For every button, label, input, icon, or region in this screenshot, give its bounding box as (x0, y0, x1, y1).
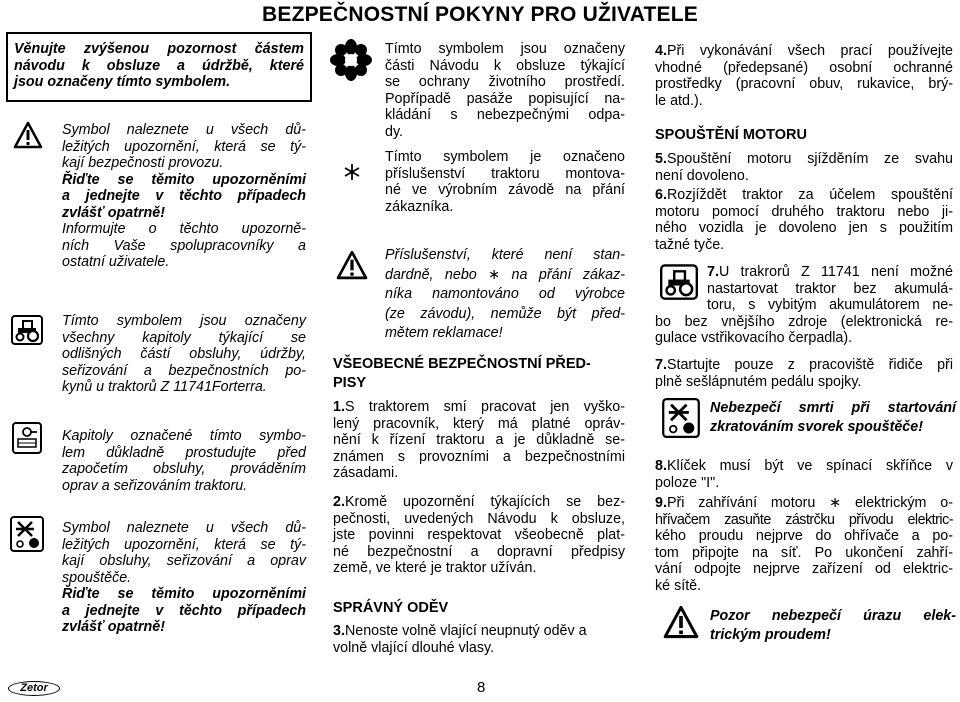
text-line: tažné tyče. (655, 236, 725, 253)
text-line: vání odpojte nejprve zařízení od elektric- (655, 561, 953, 577)
text-line: zvlášť opatrně! (62, 619, 165, 635)
rule-3 (333, 623, 633, 656)
warning-triangle-icon (13, 121, 43, 149)
text-line: Řiďte se těmito upozorněními (62, 586, 306, 602)
text-line: Pozor nebezpečí úrazu elek- (710, 608, 956, 624)
text-line: ného vozidla je dovoleno jen s použitím (655, 220, 953, 236)
text-line: 7.U trakrorů Z 11741 není možné (707, 264, 953, 280)
text-line: trickým proudem! (710, 627, 831, 643)
text-line: 7.Startujte pouze z pracoviště řidiče při (655, 357, 953, 373)
text-line: volně vlající dlouhé vlasy. (333, 639, 495, 656)
asterisk-symbol-text (385, 149, 625, 215)
rule-2 (333, 494, 625, 577)
service-symbol-text (62, 428, 306, 494)
starter-symbol-text (62, 520, 306, 636)
text-line: né bezpečnostní a dopravní předpisy (333, 543, 625, 560)
text-line: lený pracovník, který má platné opráv- (333, 415, 625, 432)
text-line: poloze "I". (655, 474, 720, 491)
rule-5 (655, 151, 953, 184)
text-line: Kapitoly označené tímto symbo- (62, 428, 306, 444)
text-line: Tímto symbolem jsou označeny (62, 313, 306, 329)
rule-1 (333, 399, 625, 482)
text-line: nění k řízení traktoru a je důkladně se- (333, 432, 625, 448)
text-line: jste povinni respektovat všeobecně plat- (333, 527, 625, 543)
electric-shock-warning-text (710, 607, 956, 645)
text-line: ostatní uživatele. (62, 254, 170, 270)
text-line: a jednejte v těchto případech (62, 602, 306, 619)
text-line: nastartovat traktor bez akumulá- (707, 280, 953, 297)
text-line: Tímto symbolem jsou označeny (385, 41, 625, 57)
text-line: oprav a seřizováním traktoru. (62, 477, 248, 494)
rule-8 (655, 458, 953, 491)
accessory-warning-text (385, 246, 625, 344)
text-line: prostředky (pracovní obuv, rukavice, brý- (655, 76, 953, 92)
text-line: není dovoleno. (655, 167, 749, 184)
text-line: 2.Kromě upozornění týkajících se bez- (333, 494, 625, 510)
text-line: spouštěče. (62, 569, 132, 586)
text-line: 5.Spouštění motoru sjížděním ze svahu (655, 151, 953, 167)
text-line: gulace vstřikovacího čerpadla). (655, 330, 853, 346)
text-line: všechny kapitoly týkající se (62, 329, 306, 346)
text-line: toru, s vybitým akumulátorem ne- (707, 297, 953, 313)
text-line: ké sítě. (655, 577, 702, 594)
text-line: ležitých upozornění, která se tý- (62, 138, 306, 155)
text-line: lem důkladně prostudujte před (62, 444, 306, 461)
text-line: seřizování a bezpečnostních po- (62, 362, 306, 379)
text-line: Řiďte se těmito upozorněními (62, 171, 306, 188)
text-line: 3.Nenoste volně vlající neupnutý oděv a (333, 623, 587, 639)
text-line: Informujte o těchto upozorně- (62, 221, 306, 237)
rule-9 (655, 495, 953, 594)
text-line: plně sešlápnutém pedálu spojky. (655, 373, 862, 390)
text-line: Popřípadě pasáže popisující na- (385, 90, 625, 107)
environment-symbol-text (385, 41, 625, 140)
asterisk-icon (343, 163, 361, 181)
text-line: motoru pomocí druhého traktoru nebo ji- (655, 203, 953, 220)
text-line: části Návodu k obsluze týkající (385, 57, 625, 74)
rule-7 (655, 264, 953, 347)
text-line: pečnosti, uvedených Návodu k obsluze, (333, 510, 625, 527)
zetor-logo: Zetor (8, 681, 60, 696)
text-line: kládání s nebezpečnými odpa- (385, 107, 625, 123)
text-line: vhodné (předepsané) osobní ochranné (655, 59, 953, 76)
text-line: 8.Klíček musí být ve spínací skříňce v (655, 458, 953, 474)
text-line: ních Vaše spolupracovníky a (62, 237, 306, 254)
text-line: ležitých upozornění, která se tý- (62, 536, 306, 553)
attention-line: Věnujte zvýšenou pozornost částem (14, 41, 304, 57)
text-line: příslušenství traktoru montova- (385, 165, 625, 182)
text-line: 6.Rozjíždět traktor za účelem spouštění (655, 187, 953, 203)
attention-line: jsou označeny tímto symbolem. (14, 74, 231, 90)
text-line: 4.Při vykonávání všech prací používejte (655, 43, 953, 59)
text-line: tom připojte na síť. Po ukončení zahří- (655, 544, 953, 561)
text-line: dy. (385, 123, 404, 140)
text-line: Tímto symbolem je označeno (385, 149, 625, 165)
text-line: kého proudu nejprve do ohřívače a po- (655, 528, 953, 544)
text-line: a jednejte v těchto případech (62, 188, 306, 204)
text-line: Příslušenství, které není stan- (385, 247, 625, 263)
tractor-icon (11, 315, 43, 345)
text-line: 9.Při zahřívání motoru ∗ elektrickým o- (655, 495, 953, 511)
clothing-heading: SPRÁVNÝ ODĚV (333, 600, 449, 616)
text-line: le atd.). (655, 92, 703, 109)
environment-flower-icon (330, 37, 372, 83)
text-line: se ochrany životního prostředí. (385, 74, 625, 90)
attention-box (6, 32, 312, 102)
text-line: kynů u traktorů Z 11741Forterra. (62, 379, 267, 395)
text-line: (ze závodu), nemůže být před- (385, 305, 625, 322)
warning-triangle-icon (335, 250, 369, 280)
text-line: země, ve které je traktor užíván. (333, 560, 537, 576)
text-line: zkratováním svorek spouštěče! (710, 419, 923, 435)
general-safety-heading: VŠEOBECNÉ BEZPEČNOSTNÍ PŘED- PISY (333, 356, 591, 391)
attention-line: návodu k obsluze a údržbě, které (14, 57, 304, 74)
service-manual-icon (12, 422, 42, 454)
text-line: Nebezpečí smrti při startování (710, 400, 956, 416)
text-line: bo bez vnějšího zdroje (elektronická re- (655, 313, 953, 330)
text-line: odlišných částí obsluhy, údržby, (62, 346, 306, 362)
starter-warning-icon (10, 516, 44, 552)
rule-7b (655, 357, 953, 390)
text-line: zásadami. (333, 465, 399, 481)
page-number: 8 (477, 679, 486, 696)
text-line: zákazníka. (385, 198, 454, 215)
rule-4 (655, 43, 953, 109)
text-line: kají obsluhy, seřizování a oprav (62, 553, 306, 569)
text-line: 1.S traktorem smí pracovat jen vyško- (333, 399, 625, 415)
starter-warning-icon (660, 398, 702, 438)
starter-danger-text (710, 399, 956, 437)
text-line: zvlášť opatrně! (62, 204, 165, 221)
page-title: BEZPEČNOSTNÍ POKYNY PRO UŽIVATELE (262, 3, 698, 26)
text-line: hřívačem zasuňte zástrčku přívodu elektric- (655, 511, 953, 528)
text-line: známen s provozními a bezpečnostními (333, 448, 625, 465)
text-line: započetím obsluhy, prováděním (62, 461, 306, 477)
warning-symbol-text (62, 122, 306, 271)
text-line: dardně, nebo ∗ na přání zákaz- (385, 266, 625, 283)
warning-triangle-icon (662, 605, 700, 639)
text-line: mětem reklamace! (385, 325, 503, 341)
text-line: Symbol naleznete u všech dů- (62, 520, 306, 536)
rule-6 (655, 187, 953, 253)
text-line: níka namontováno od výrobce (385, 286, 625, 302)
text-line: Symbol naleznete u všech dů- (62, 122, 306, 138)
tractor-symbol-text (62, 313, 306, 396)
text-line: né ve výrobním závodě na přání (385, 182, 625, 198)
text-line: kají bezpečnosti provozu. (62, 155, 224, 171)
engine-start-heading: SPOUŠTĚNÍ MOTORU (655, 127, 807, 143)
